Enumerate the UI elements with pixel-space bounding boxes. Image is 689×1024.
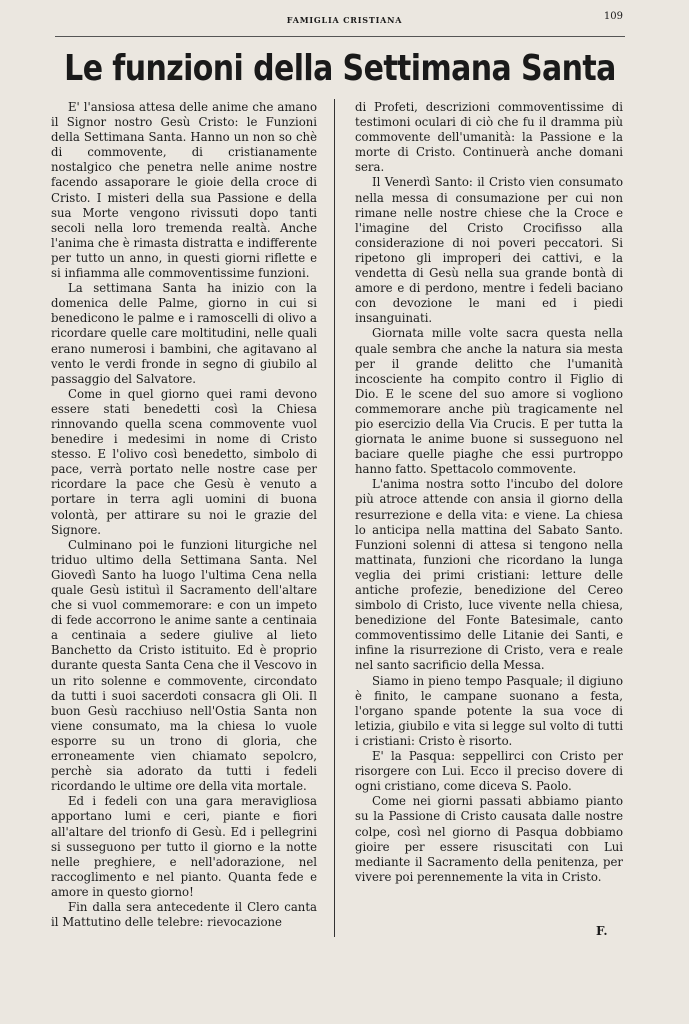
paragraph: E' l'ansiosa attesa delle anime che amano il Signor nostro Gesù Cristo: le Funzioni della Settimana Santa. Hanno un non so chè di commovente, di cristianamente nostalgico che penetra nelle anime nostre facendo assaporare le gioie della croce di Cristo. I misteri della sua Passione e della sua Morte vengono rivissuti dopo tanti secoli nella loro tremenda realtà. Anche l'anima che è rimasta distratta e indifferente per tutto un anno, in questi giorni riflette e si infiamma alle commoventissime funzioni. bbox=[51, 100, 317, 281]
paragraph: Siamo in pieno tempo Pasquale; il digiuno è finito, le campane suonano a festa, l'organo spande potente la sua voce di letizia, giubilo e vita si legge sul volto di tutti i cristiani: Cristo è risorto. bbox=[355, 673, 623, 748]
paragraph: Il Venerdì Santo: il Cristo vien consumato nella messa di consumazione per cui non rimane nelle nostre chiese che la Croce e l'imagine del Cristo Crocifisso alla considerazione di noi poveri peccatori. Si ripetono gli improperi dei cattivi, e la vendetta di Gesù nella sua grande bontà di amore e di perdono, mentre i fedeli baciano con devozione le mani ed i piedi insanguinati. bbox=[355, 175, 623, 326]
column-divider bbox=[334, 99, 335, 937]
paragraph: Come nei giorni passati abbiamo pianto su la Passione di Cristo causata dalle nostre colpe, così nel giorno di Pasqua dobbiamo gioire per essere risuscitati con Lui mediante il Sacramento della penitenza, per vivere poi perennemente la vita in Cristo. bbox=[355, 794, 623, 884]
paragraph: La settimana Santa ha inizio con la domenica delle Palme, giorno in cui si benedicono le palme e i ramoscelli di olivo a ricordare quelle care moltitudini, nelle quali erano numerosi i bambini, che agitavano al vento le verdi fronde in segno di giubilo al passaggio del Salvatore. bbox=[51, 281, 317, 386]
right-column bbox=[355, 100, 623, 885]
paragraph: Ed i fedeli con una gara meravigliosa apportano lumi e ceri, piante e fiori all'altare del trionfo di Gesù. Ed i pellegrini si susseguono per tutto il giorno e la notte nelle preghiere, e nell'adorazione, nel raccoglimento e nel pianto. Quanta fede e amore in questo giorno! bbox=[51, 794, 317, 899]
paragraph: L'anima nostra sotto l'incubo del dolore più atroce attende con ansia il giorno della resurrezione e della vita: e viene. La chiesa lo anticipa nella mattina del Sabato Santo. Funzioni solenni di attesa si tengono nella mattinata, funzioni che ricordano la lunga veglia dei primi cristiani: letture delle antiche profezie, benedizione del Cereo simbolo di Cristo, luce vivente nella chiesa, benedizione del Fonte Batesimale, canto commoventissimo delle Litanie dei Santi, e infine la risurrezione di Cristo, vera e reale nel santo sacrificio della Messa. bbox=[355, 477, 623, 673]
running-head: FAMIGLIA CRISTIANA bbox=[286, 15, 403, 25]
author-signature: F. bbox=[596, 924, 608, 938]
left-column bbox=[51, 100, 317, 930]
article-title: Le funzioni della Settimana Santa bbox=[64, 48, 616, 90]
paragraph: Fin dalla sera antecedente il Clero canta il Mattutino delle telebre: rievocazione bbox=[51, 899, 317, 930]
page-number: 109 bbox=[603, 11, 623, 22]
header-divider bbox=[55, 36, 625, 37]
paragraph: E' la Pasqua: seppellirci con Cristo per risorgere con Lui. Ecco il preciso dovere di ogni cristiano, come diceva S. Paolo. bbox=[355, 749, 623, 794]
paragraph: Giornata mille volte sacra questa nella quale sembra che anche la natura sia mesta per il grande delitto che l'umanità incosciente ha compito contro il Figlio di Dio. E le scene del suo amore si vogliono commemorare anche più tragicamente nel pio esercizio della Via Crucis. E per tutta la giornata le anime buone si susseguono nel baciare quelle piaghe che essi purtroppo hanno fatto. Spettacolo commovente. bbox=[355, 326, 623, 477]
paragraph: di Profeti, descrizioni commoventissime di testimoni oculari di ciò che fu il dramma più commovente dell'umanità: la Passione e la morte di Cristo. Continuerà anche domani sera. bbox=[355, 100, 623, 175]
paragraph: Come in quel giorno quei rami devono essere stati benedetti così la Chiesa rinnovando quella scena commovente vuol benedire i medesimi in nome di Cristo stesso. E l'olivo così benedetto, simbolo di pace, verrà portato nelle nostre case per ricordare la pace che Gesù è venuto a portare in terra agli uomini di buona volontà, per attirare su noi le grazie del Signore. bbox=[51, 386, 317, 537]
paragraph: Culminano poi le funzioni liturgiche nel triduo ultimo della Settimana Santa. Nel Giovedì Santo ha luogo l'ultima Cena nella quale Gesù istituì il Sacramento dell'altare che si vuol commemorare: e con un impeto di fede accorrono le anime sante a centinaia a centinaia a sedere giulive al lieto Banchetto da Cristo istituito. Ed è proprio durante questa Santa Cena che il Vescovo in un rito solenne e commovente, circondato da tutti i suoi sacerdoti consacra gli Oli. Il buon Gesù racchiuso nell'Ostia Santa non viene consumato, ma la chiesa lo vuole esporre su un trono di gloria, che erroneamente vien chiamato sepolcro, perchè sia adorato da tutti i fedeli ricordando le ultime ore della vita mortale. bbox=[51, 537, 317, 794]
